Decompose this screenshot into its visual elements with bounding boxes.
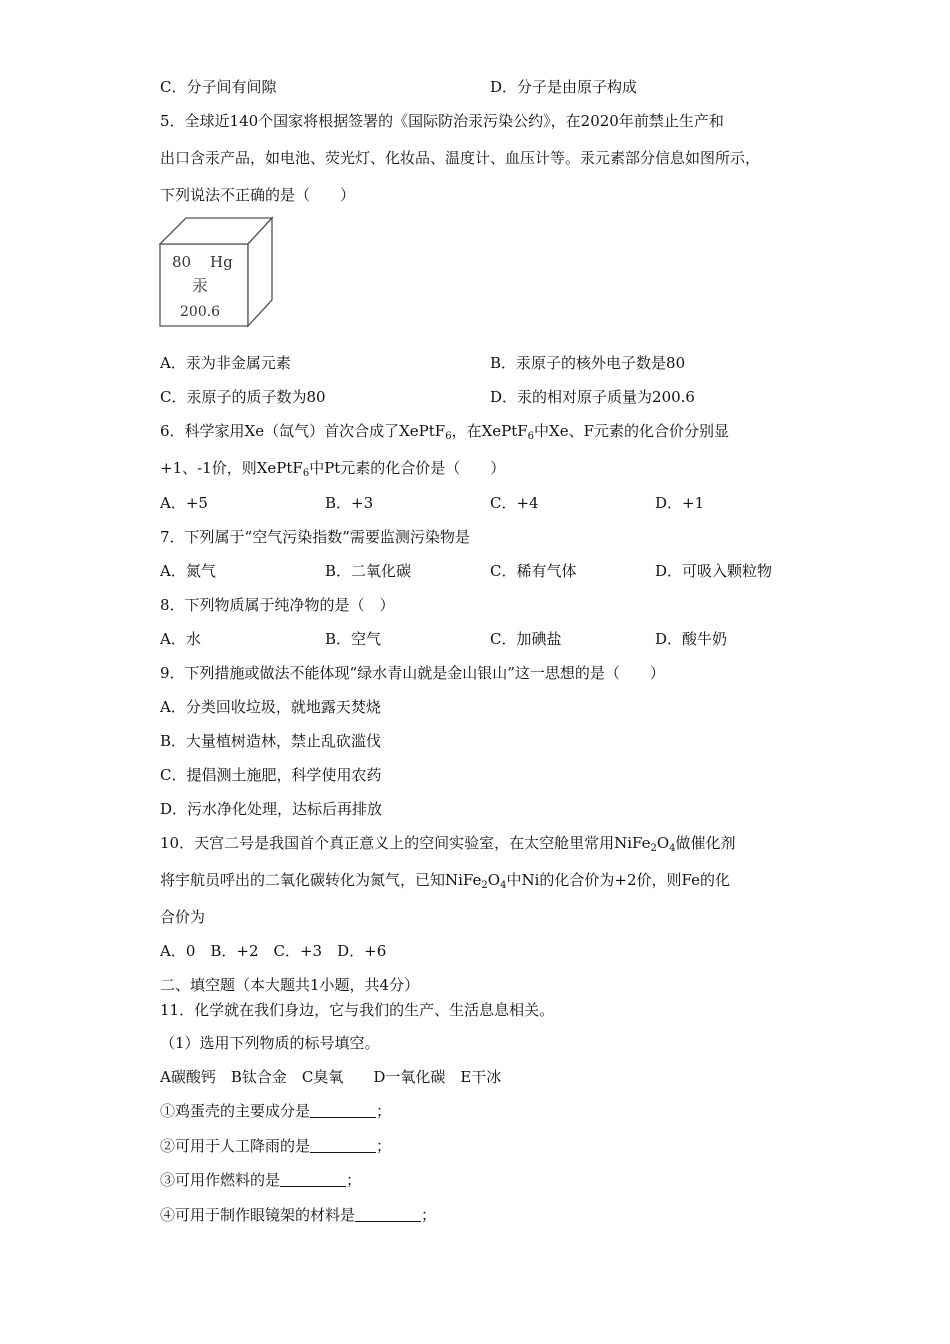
q6-option-c: C．+4 bbox=[490, 494, 539, 512]
q9-option-b: B．大量植树造林，禁止乱砍滥伐 bbox=[160, 732, 382, 750]
q11-sub1: （1）选用下列物质的标号填空。 bbox=[160, 1034, 380, 1052]
q7-option-d: D．可吸入颗粒物 bbox=[655, 562, 773, 580]
q5-stem-line1: 5．全球近140个国家将根据签署的《国际防治汞污染公约》，在2020年前禁止生产和 bbox=[160, 112, 724, 130]
q9-option-d: D．污水净化处理，达标后再排放 bbox=[160, 800, 383, 818]
element-atomic-number: 80 bbox=[172, 253, 192, 271]
answer-blank[interactable] bbox=[355, 1207, 421, 1222]
q5-stem-line2: 出口含汞产品，如电池、荧光灯、化妆品、温度计、血压计等。汞元素部分信息如图所示， bbox=[160, 149, 761, 167]
q7-option-a: A．氮气 bbox=[160, 562, 216, 580]
answer-blank[interactable] bbox=[310, 1138, 376, 1153]
q5-option-b: B．汞原子的核外电子数是80 bbox=[490, 354, 686, 372]
q11-blank-2: ②可用于人工降雨的是 ； bbox=[160, 1137, 392, 1155]
q7-option-c: C．稀有气体 bbox=[490, 562, 577, 580]
element-atomic-mass: 200.6 bbox=[180, 304, 221, 320]
q9-option-a: A．分类回收垃圾，就地露天焚烧 bbox=[160, 698, 381, 716]
q5-option-a: A．汞为非金属元素 bbox=[160, 354, 291, 372]
q10-options: A．0 B．+2 C．+3 D．+6 bbox=[160, 942, 387, 960]
q6-option-a: A．+5 bbox=[160, 494, 208, 512]
q8-option-b: B．空气 bbox=[325, 630, 382, 648]
q4-option-c: C．分子间有间隙 bbox=[160, 78, 277, 96]
q11-stem: 11．化学就在我们身边，它与我们的生产、生活息息相关。 bbox=[160, 1001, 555, 1019]
q8-option-d: D．酸牛奶 bbox=[655, 630, 728, 648]
q10-stem-line3: 合价为 bbox=[160, 908, 206, 926]
q4-option-d: D．分子是由原子构成 bbox=[490, 78, 638, 96]
q6-stem-line2: +1、-1价，则XePtF$_6$中Pt元素的化合价是（ ） bbox=[160, 459, 506, 479]
q10-stem-line2: 将宇航员呼出的二氧化碳转化为氮气，已知$NiFe_2O_4$中Ni的化合价为+2价，则Fe的化 bbox=[160, 871, 730, 891]
q9-option-c: C．提倡测土施肥，科学使用农药 bbox=[160, 766, 382, 784]
q6-option-b: B．+3 bbox=[325, 494, 374, 512]
q8-stem: 8．下列物质属于纯净物的是（ ） bbox=[160, 596, 395, 614]
q5-option-d: D．汞的相对原子质量为200.6 bbox=[490, 388, 695, 406]
mercury-element-card bbox=[158, 214, 278, 332]
element-name: 汞 bbox=[192, 276, 209, 295]
q11-choices: A碳酸钙 B钛合金 C臭氧 D一氧化碳 E干冰 bbox=[160, 1068, 502, 1086]
q7-option-b: B．二氧化碳 bbox=[325, 562, 412, 580]
q8-option-c: C．加碘盐 bbox=[490, 630, 562, 648]
q5-option-c: C．汞原子的质子数为80 bbox=[160, 388, 326, 406]
q9-stem: 9．下列措施或做法不能体现“绿水青山就是金山银山”这一思想的是（ ） bbox=[160, 664, 665, 682]
element-symbol: Hg bbox=[210, 253, 233, 271]
q7-stem: 7．下列属于“空气污染指数”需要监测污染物是 bbox=[160, 528, 470, 546]
answer-blank[interactable] bbox=[280, 1172, 346, 1187]
q8-option-a: A．水 bbox=[160, 630, 201, 648]
section-heading: 二、填空题（本大题共1小题，共4分） bbox=[160, 976, 420, 994]
q11-blank-1: ①鸡蛋壳的主要成分是 ； bbox=[160, 1102, 392, 1120]
q6-stem-line1: 6．科学家用Xe（氙气）首次合成了XePtF$_6$，在XePtF$_6$中Xe、F元素的化合价分别显 bbox=[160, 422, 729, 442]
q6-option-d: D．+1 bbox=[655, 494, 705, 512]
q11-blank-3: ③可用作燃料的是 ； bbox=[160, 1171, 362, 1189]
q5-stem-line3: 下列说法不正确的是（ ） bbox=[160, 186, 356, 204]
q11-blank-4: ④可用于制作眼镜架的材料是 ； bbox=[160, 1206, 437, 1224]
q10-stem-line1: 10．天宫二号是我国首个真正意义上的空间实验室，在太空舱里常用$NiFe_2O_4$做催化剂 bbox=[160, 834, 736, 854]
answer-blank[interactable] bbox=[310, 1103, 376, 1118]
